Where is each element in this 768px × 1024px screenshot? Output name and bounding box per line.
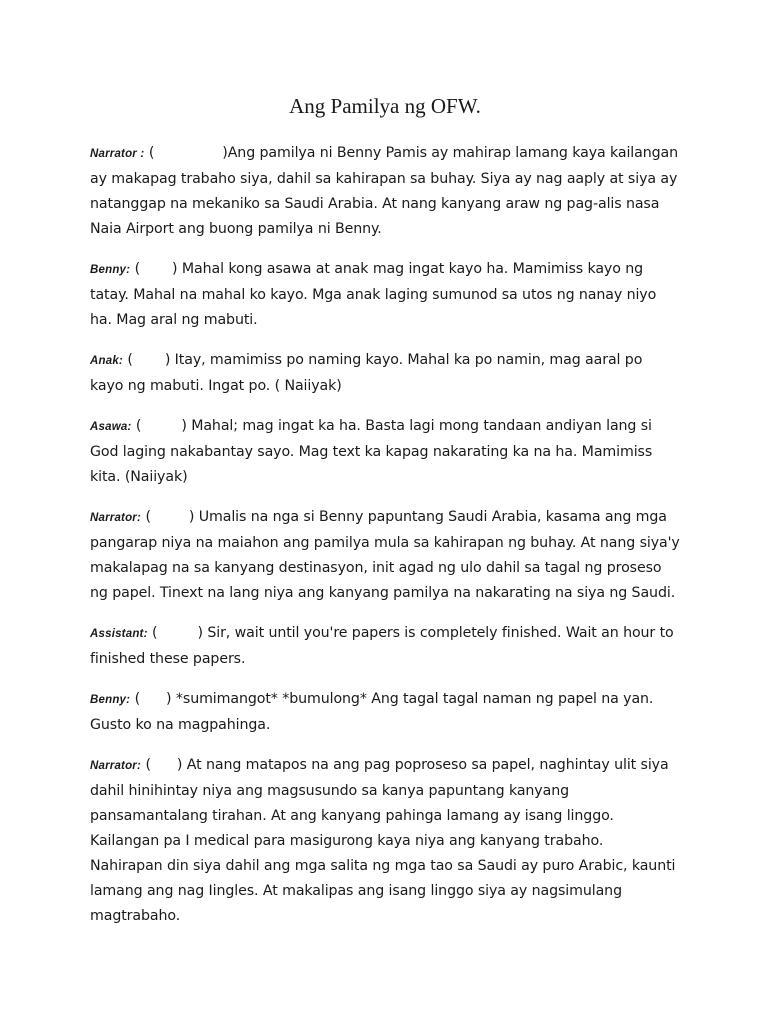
dialogue-paragraph [90,753,680,929]
dialogue-paragraph [90,621,680,672]
speaker-label: Benny: [90,264,131,276]
open-paren: ( [145,509,151,525]
open-paren: ( [145,757,151,773]
dialogue-paragraph [90,687,680,738]
page-title: Ang Pamilya ng OFW. [289,94,481,118]
speaker-label: Anak: [90,355,123,367]
dialogue-text: Sir, wait until you're papers is completely finished. Wait an hour to finished these papers. [90,625,674,667]
speaker-label: Narrator: [90,512,142,524]
speaker-label: Narrator: [90,760,142,772]
close-paren: ) [181,418,187,434]
open-paren: ( [127,352,133,368]
speaker-label: Asawa: [90,421,132,433]
open-paren: ( [134,691,141,707]
dialogue-text: Mahal kong asawa at anak mag ingat kayo ha. Mamimiss kayo ng tatay. Mahal na mahal ko kayo. Mga anak laging sumunod sa utos ng nanay niyo ha. Mag aral ng mabuti. [90,261,657,328]
close-paren: ) [164,352,171,368]
close-paren: ) [188,509,195,525]
open-paren: ( [148,145,155,161]
dialogue-paragraph [90,414,680,490]
dialogue-text: At nang matapos na ang pag poproseso sa papel, naghintay ulit siya dahil hinihintay niya ang magsusundo sa kanya papuntang kanyang pansamantalang tirahan. At ang kanyang pahinga lamang ay isang linggo. Kailangan pa I medical para masigurong kaya niya ang kanyang trabaho. Nahirapan din siya dahil ang mga salita ng mga tao sa Saudi ay puro Arabic, kaunti lamang ang nag Iingles. At makalipas ang isang linggo siya ay nagsimulang magtrabaho. [90,757,676,924]
close-paren: ) [166,691,172,707]
dialogue-text: *sumimangot* *bumulong* Ang tagal tagal naman ng papel na yan. Gusto ko na magpahinga. [90,691,654,733]
close-paren: ) [197,625,203,641]
dialogue-paragraph [90,348,680,399]
dialogue-paragraph [90,257,680,333]
close-paren: ) [172,261,178,277]
dialogue-text: Umalis na nga si Benny papuntang Saudi Arabia, kasama ang mga pangarap niya na maiahon ang pamilya mula sa kahirapan ng buhay. At nang siya'y makalapag na sa kanyang destinasyon, init agad ng ulo dahil sa tagal ng proseso ng papel. Tinext na lang niya ang kanyang pamilya na nakarating na siya ng Saudi. [90,509,680,601]
close-paren: ) [222,145,228,161]
dialogue-paragraph [90,505,680,606]
speaker-label: Narrator : [90,148,145,160]
open-paren: ( [134,261,141,277]
open-paren: ( [135,418,142,434]
open-paren: ( [152,625,158,641]
dialogue-paragraph [90,141,680,242]
dialogue-text: Mahal; mag ingat ka ha. Basta lagi mong tandaan andiyan lang si God laging nakabantay sayo. Mag text ka kapag nakarating ka na ha. Mamimiss kita. (Naiiyak) [90,418,653,485]
dialogue-text: Ang pamilya ni Benny Pamis ay mahirap lamang kaya kailangan ay makapag trabaho siya, dahil sa kahirapan sa buhay. Siya ay nag aaply at siya ay natanggap na mekaniko sa Saudi Arabia. At nang kanyang araw ng pag-alis nasa Naia Airport ang buong pamilya ni Benny. [90,145,679,237]
speaker-label: Assistant: [90,628,148,640]
speaker-label: Benny: [90,694,131,706]
dialogue-text: Itay, mamimiss po naming kayo. Mahal ka po namin, mag aaral po kayo ng mabuti. Ingat po. ( Naiiyak) [90,352,643,394]
close-paren: ) [176,757,183,773]
